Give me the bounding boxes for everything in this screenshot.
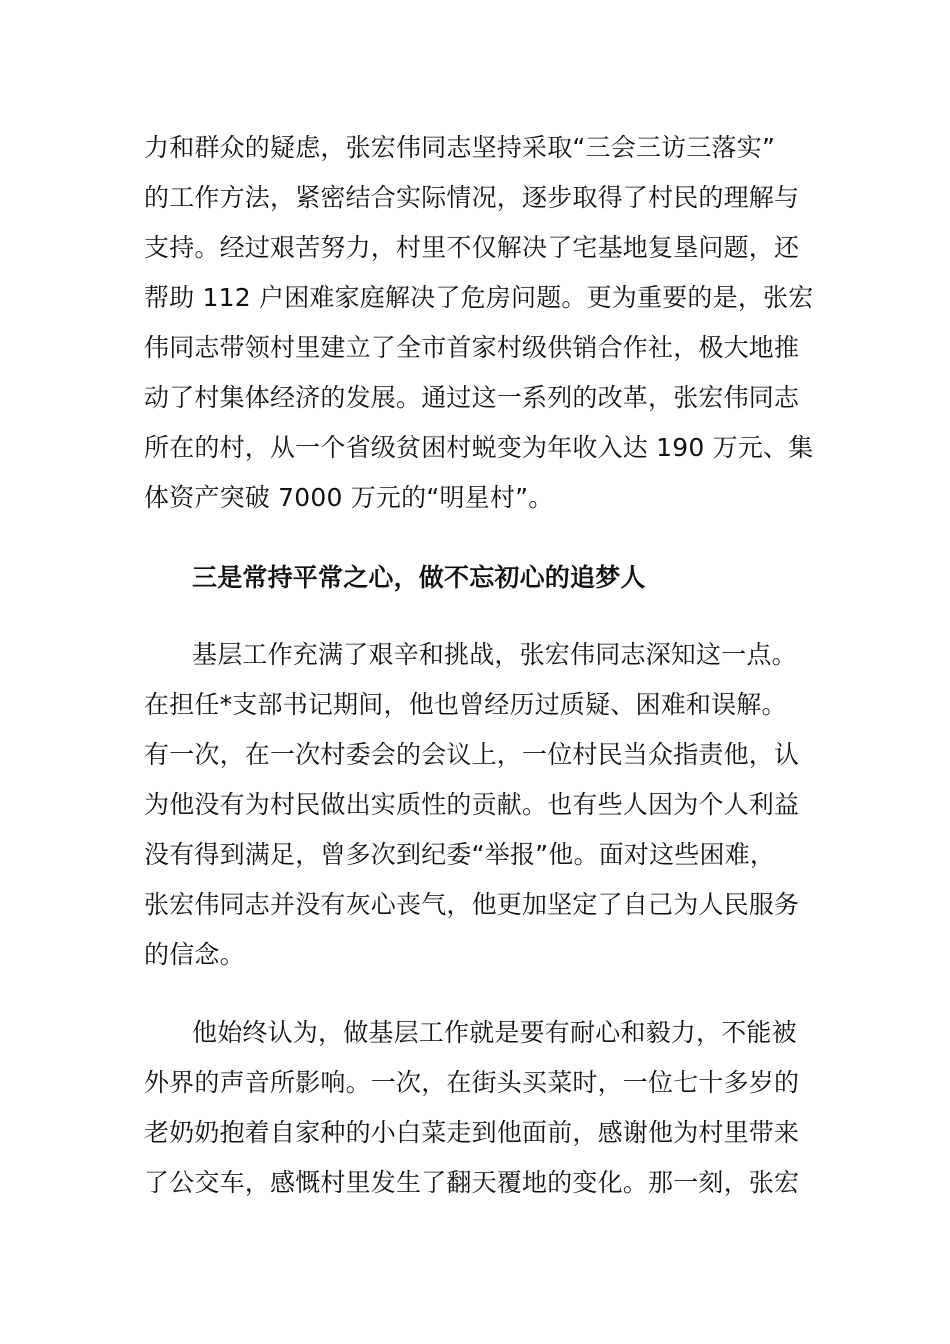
- paragraph-line: 他始终认为，做基层工作就是要有耐心和毅力，不能被: [192, 1018, 797, 1047]
- paragraph-line: 张宏伟同志并没有灰心丧气，他更加坚定了自己为人民服务: [144, 890, 800, 919]
- paragraph-line: 基层工作充满了艰辛和挑战，张宏伟同志深知这一点。: [192, 640, 797, 669]
- paragraph-line: 支持。经过艰苦努力，村里不仅解决了宅基地复垦问题，还: [144, 233, 800, 262]
- paragraph-line: 的工作方法，紧密结合实际情况，逐步取得了村民的理解与: [144, 183, 800, 212]
- paragraph-line: 体资产突破 7000 万元的“明星村”。: [144, 483, 554, 512]
- paragraph-line: 没有得到满足，曾多次到纪委“举报”他。面对这些困难，: [144, 840, 776, 869]
- paragraph-line: 在担任*支部书记期间，他也曾经历过质疑、困难和误解。: [144, 690, 787, 719]
- paragraph-line: 帮助 112 户困难家庭解决了危房问题。更为重要的是，张宏: [144, 283, 814, 312]
- section-heading: 三是常持平常之心，做不忘初心的追梦人: [192, 563, 646, 592]
- paragraph-line: 伟同志带领村里建立了全市首家村级供销合作社，极大地推: [144, 333, 800, 362]
- paragraph-line: 动了村集体经济的发展。通过这一系列的改革，张宏伟同志: [144, 383, 800, 412]
- paragraph-line: 有一次，在一次村委会的会议上，一位村民当众指责他，认: [144, 740, 800, 769]
- paragraph-line: 为他没有为村民做出实质性的贡献。也有些人因为个人利益: [144, 790, 800, 819]
- paragraph-line: 的信念。: [144, 940, 245, 969]
- paragraph-line: 外界的声音所影响。一次，在街头买菜时，一位七十多岁的: [144, 1068, 800, 1097]
- paragraph-line: 所在的村，从一个省级贫困村蜕变为年收入达 190 万元、集: [144, 433, 814, 462]
- paragraph-line: 了公交车，感慨村里发生了翻天覆地的变化。那一刻，张宏: [144, 1168, 800, 1197]
- paragraph-line: 力和群众的疑虑，张宏伟同志坚持采取“三会三访三落实”: [144, 133, 776, 162]
- paragraph-line: 老奶奶抱着自家种的小白菜走到他面前，感谢他为村里带来: [144, 1118, 800, 1147]
